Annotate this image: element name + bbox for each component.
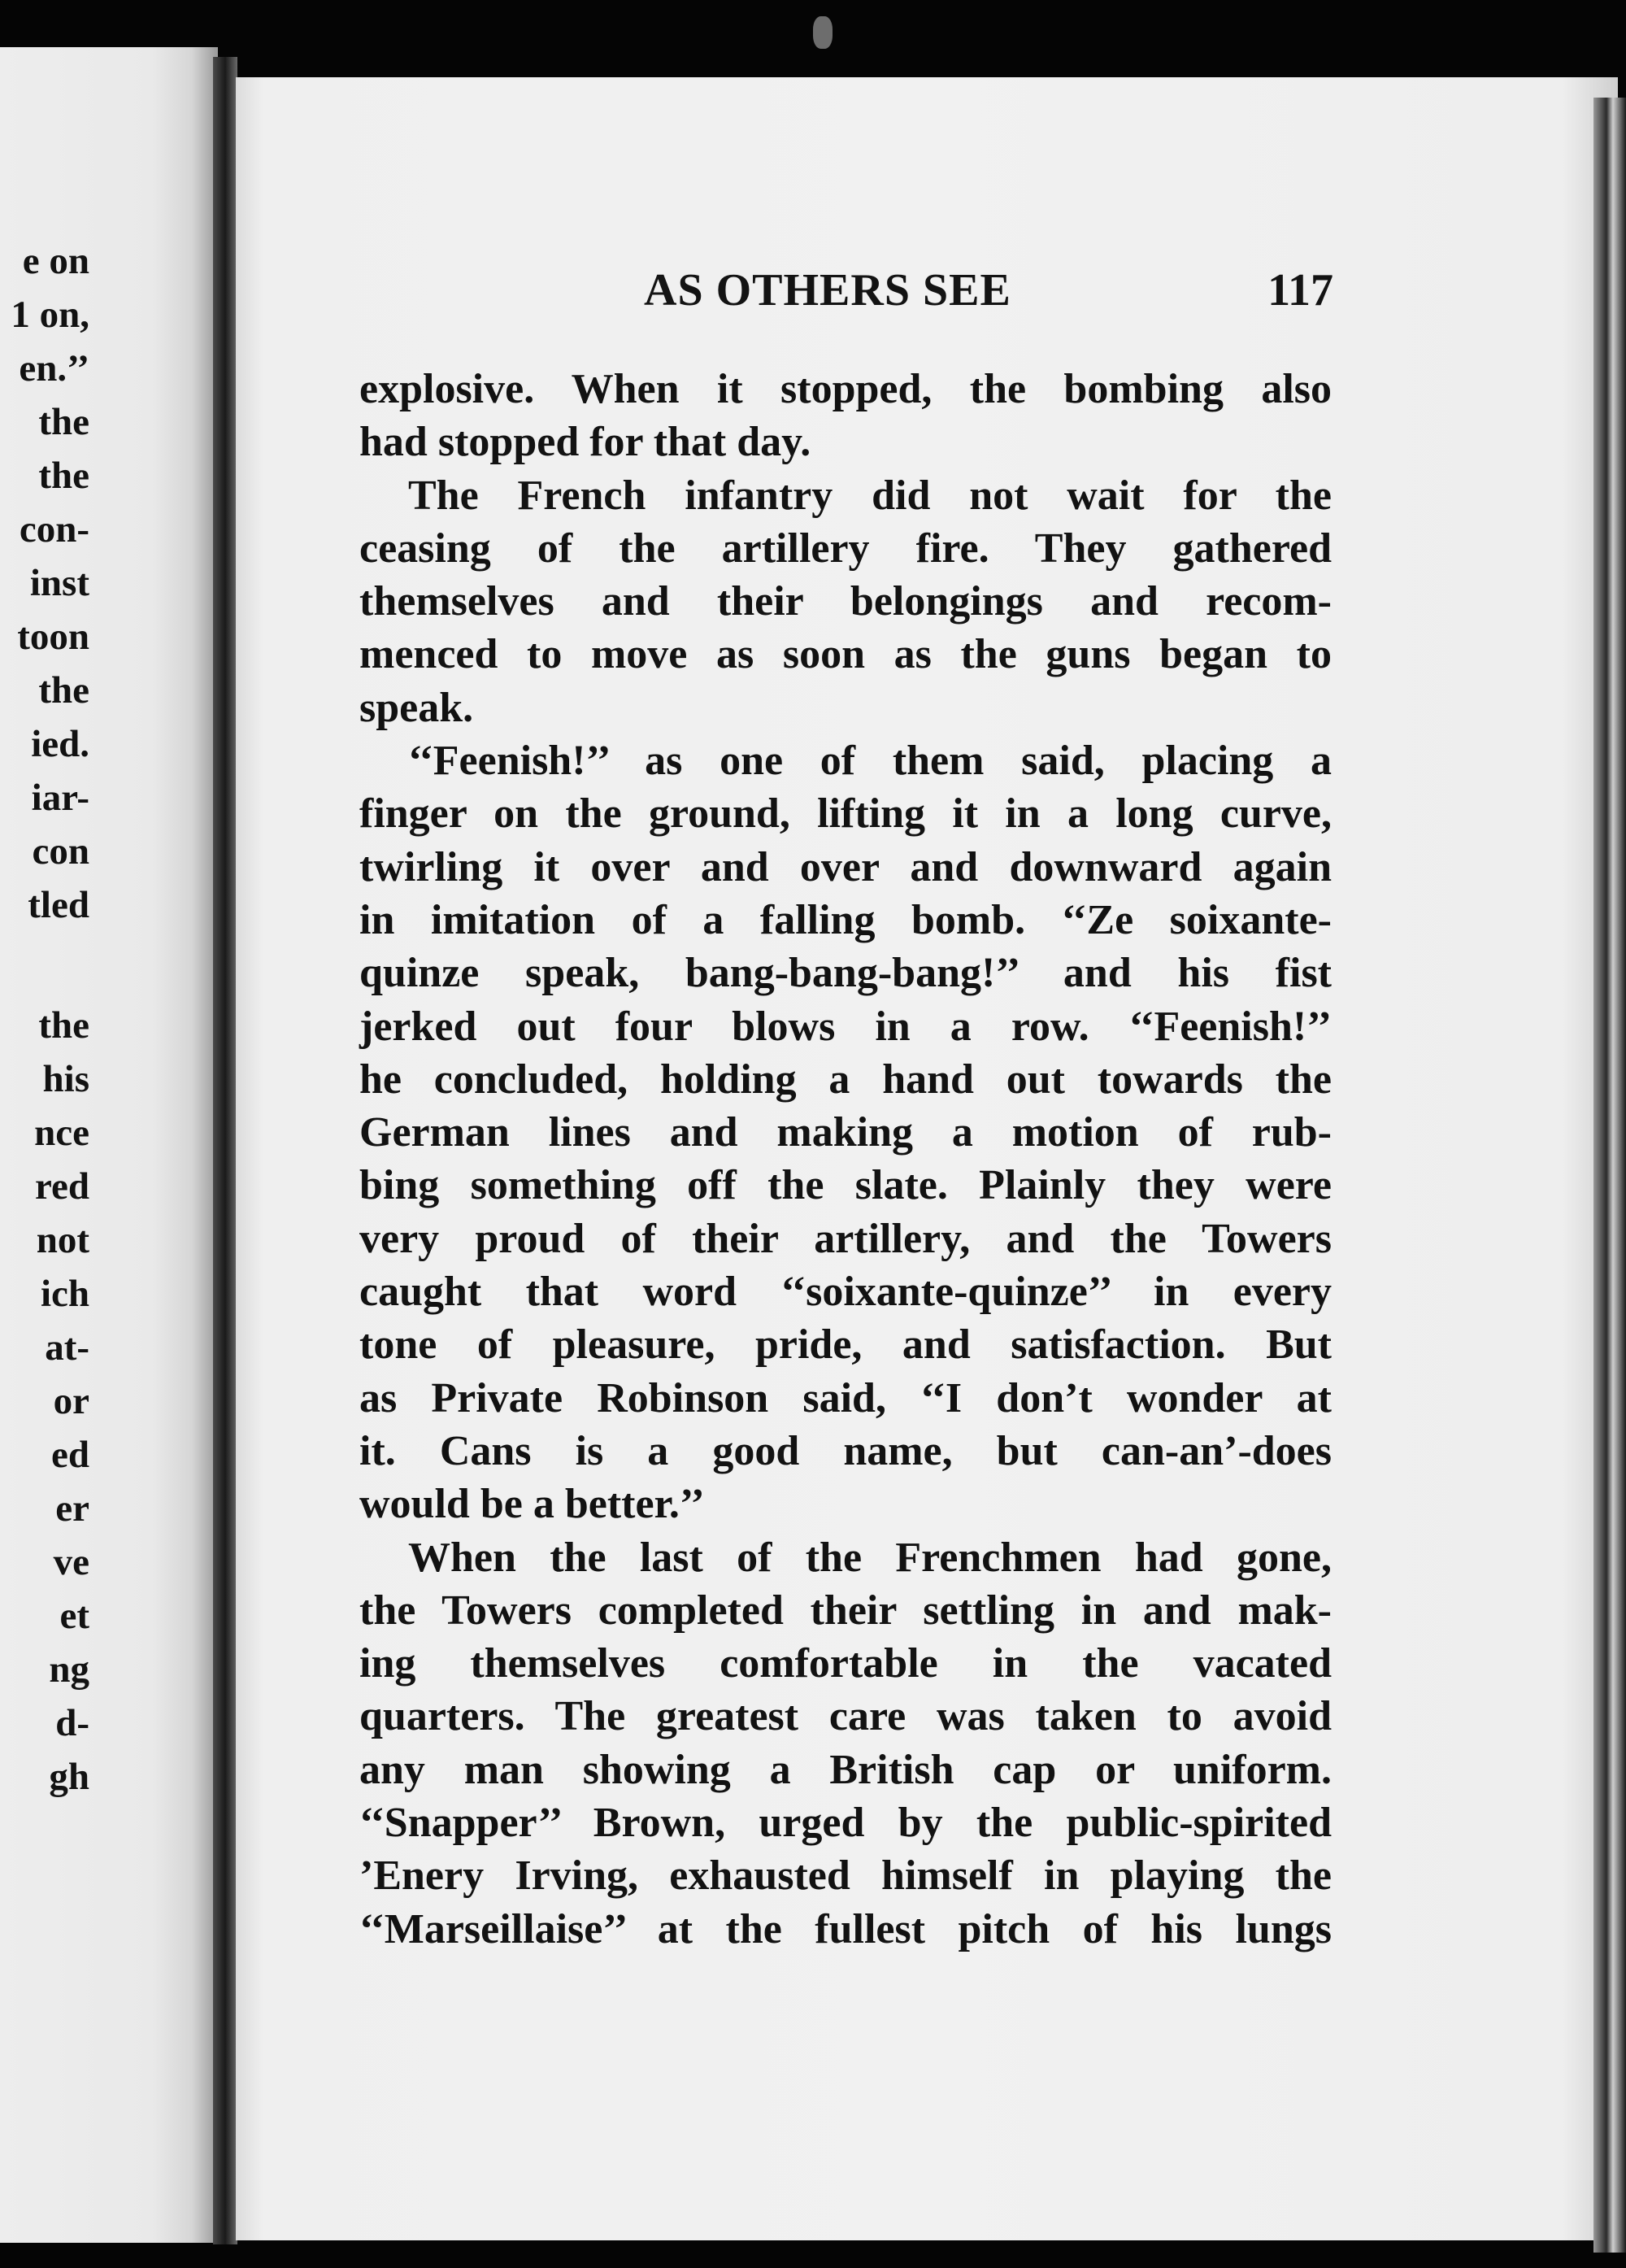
text-line: The French infantry did not wait for the — [408, 472, 1332, 519]
left-page-fragment: red — [34, 1165, 89, 1208]
left-page-fragment: inst — [29, 562, 89, 604]
left-page-fragment: nce — [34, 1112, 89, 1154]
left-page-fragment: e on — [22, 240, 89, 282]
left-page-fragment: ng — [49, 1648, 89, 1691]
text-line: would be a better.’’ — [359, 1481, 705, 1528]
book-gutter — [213, 57, 237, 2244]
page-header — [358, 264, 1333, 321]
text-line: ing themselves comfortable in the vacated — [359, 1640, 1332, 1687]
left-page-fragment: ed — [51, 1434, 89, 1476]
text-line: caught that word ‘‘soixante-quinze’’ in every — [359, 1269, 1332, 1316]
left-page-fragment: or — [53, 1380, 89, 1422]
left-page-fragment: not — [36, 1219, 89, 1261]
text-line: in imitation of a falling bomb. ‘‘Ze soixante- — [359, 896, 1332, 943]
left-page-fragment: er — [55, 1487, 89, 1530]
left-page-fragment: the — [38, 669, 89, 712]
left-page-fragment: at- — [45, 1326, 89, 1369]
text-line: ceasing of the artillery fire. They gathered — [359, 525, 1332, 572]
text-line: bing something off the slate. Plainly they were — [359, 1162, 1332, 1209]
text-line: as Private Robinson said, ‘‘I don’t wonder at — [359, 1374, 1332, 1421]
text-line: finger on the ground, lifting it in a long curve, — [359, 790, 1332, 838]
text-line: German lines and making a motion of rub- — [359, 1109, 1332, 1156]
left-page-fragment: et — [59, 1595, 89, 1637]
left-facing-page — [0, 47, 218, 2243]
text-line: explosive. When it stopped, the bombing also — [359, 366, 1332, 412]
left-page-fragment: the — [38, 401, 89, 443]
left-page-fragment: con — [32, 830, 89, 873]
page-number: 117 — [1267, 265, 1333, 316]
running-head: AS OTHERS SEE — [644, 265, 1011, 316]
text-line: the Towers completed their settling in and mak- — [359, 1587, 1332, 1634]
text-line: jerked out four blows in a row. ‘‘Feenish!’’ — [359, 1003, 1332, 1050]
text-line: ‘‘Snapper’’ Brown, urged by the public-spirited — [359, 1800, 1332, 1847]
left-page-fragment: the — [38, 1004, 89, 1047]
text-line: ‘‘Feenish!’’ as one of them said, placing a — [408, 738, 1332, 785]
text-line: speak. — [359, 684, 474, 731]
text-line: twirling it over and over and downward again — [359, 843, 1332, 890]
left-page-fragment: toon — [17, 616, 89, 658]
left-page-fragment: en.’’ — [19, 347, 89, 390]
left-page-fragment: iar- — [31, 777, 89, 819]
text-line: very proud of their artillery, and the Towers — [359, 1215, 1332, 1262]
left-page-fragment: d- — [55, 1702, 89, 1744]
text-line: tone of pleasure, pride, and satisfaction. But — [359, 1321, 1332, 1369]
left-page-fragment: gh — [49, 1756, 89, 1798]
text-line: any man showing a British cap or uniform. — [359, 1746, 1332, 1793]
text-line: quinze speak, bang-bang-bang!’’ and his fist — [359, 950, 1332, 997]
left-page-fragment: tled — [28, 884, 89, 926]
text-line: ’Enery Irving, exhausted himself in playing the — [359, 1852, 1332, 1900]
scan-speck — [813, 16, 833, 49]
text-line: quarters. The greatest care was taken to avoid — [359, 1693, 1332, 1740]
left-page-fragment: con- — [19, 508, 89, 551]
text-line: he concluded, holding a hand out towards the — [359, 1056, 1332, 1103]
left-page-fragment: 1 on, — [11, 294, 89, 336]
body-text — [359, 363, 1332, 1956]
text-line: menced to move as soon as the guns began to — [359, 631, 1332, 678]
left-page-fragment: his — [42, 1058, 89, 1100]
left-page-fragment: the — [38, 455, 89, 497]
left-page-fragment: ich — [40, 1273, 89, 1315]
page-edge-shadow — [1593, 98, 1626, 2253]
text-line: When the last of the Frenchmen had gone, — [408, 1534, 1332, 1581]
text-line: themselves and their belongings and recom- — [359, 578, 1332, 625]
left-page-fragment: ied. — [31, 723, 89, 765]
text-line: ‘‘Marseillaise’’ at the fullest pitch of his lungs — [359, 1905, 1332, 1952]
text-line: had stopped for that day. — [359, 419, 811, 466]
text-line: it. Cans is a good name, but can-an’-does — [359, 1427, 1332, 1474]
left-page-fragment: ve — [53, 1541, 89, 1583]
